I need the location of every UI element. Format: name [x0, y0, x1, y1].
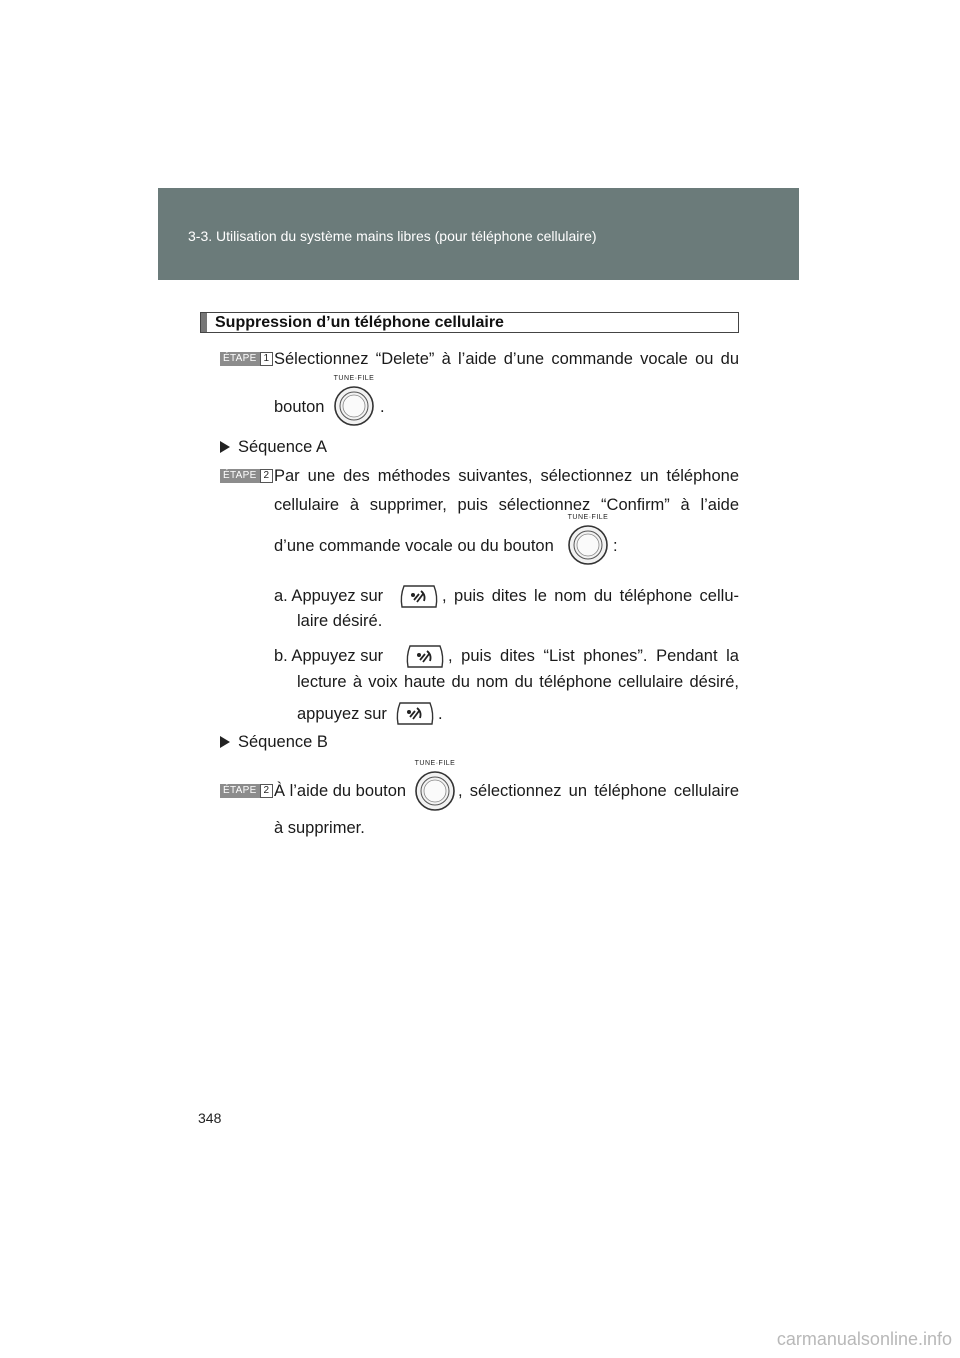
section-title: Suppression d’un téléphone cellulaire — [215, 314, 504, 331]
option-b-post: , puis dites “List phones”. Pendant la — [448, 647, 739, 665]
step1-line2-pre: bouton — [274, 398, 325, 416]
step2a-line3-pre: d’une commande vocale ou du bouton — [274, 537, 554, 555]
talk-switch-icon — [404, 643, 446, 669]
option-a-post: , puis dites le nom du téléphone cellu- — [442, 587, 739, 605]
step-badge-label: ÉTAPE — [220, 784, 260, 798]
step2a-line2: cellulaire à supprimer, puis sélectionnez “Confirm” à l’aide — [274, 496, 739, 514]
option-a-pre: a. Appuyez sur — [274, 587, 384, 605]
knob-caption: TUNE·FILE — [414, 760, 456, 767]
step2b-post: , sélectionnez un téléphone cellulaire — [458, 782, 739, 800]
step1-badge — [220, 352, 273, 366]
knob-caption: TUNE·FILE — [567, 514, 609, 521]
talk-switch-icon — [398, 583, 440, 609]
triangle-bullet-icon — [220, 736, 230, 748]
sequence-b — [220, 731, 328, 753]
tune-file-knob-icon — [329, 375, 379, 425]
option-b-last-post: . — [438, 705, 443, 723]
step-badge-number: 2 — [260, 784, 274, 798]
chapter-title: 3-3. Utilisation du système mains libres (pour téléphone cellulaire) — [188, 228, 597, 244]
step-badge-label: ÉTAPE — [220, 469, 260, 483]
talk-switch-icon — [394, 700, 436, 726]
step2b-pre: À l’aide du bouton — [274, 782, 407, 800]
step1-line1: Sélectionnez “Delete” à l’aide d’une commande vocale ou du — [274, 350, 739, 368]
sequence-a — [220, 436, 327, 458]
step-badge-label: ÉTAPE — [220, 352, 260, 366]
section-title-box — [200, 312, 739, 333]
tune-file-knob-icon — [410, 760, 460, 810]
step2b-badge — [220, 784, 273, 798]
step1-line2-post: . — [380, 398, 385, 416]
section-title-bar — [201, 313, 207, 332]
sequence-a-label: Séquence A — [238, 438, 327, 456]
step2a-badge — [220, 469, 273, 483]
sequence-b-label: Séquence B — [238, 733, 328, 751]
tune-file-knob-icon — [563, 514, 613, 564]
triangle-bullet-icon — [220, 441, 230, 453]
option-b-cont: lecture à voix haute du nom du téléphone cellulaire désiré, — [297, 673, 739, 691]
page-number: 348 — [198, 1110, 222, 1126]
watermark: carmanualsonline.info — [776, 1329, 952, 1349]
option-a-cont: laire désiré. — [297, 612, 383, 630]
step2a-line1: Par une des méthodes suivantes, sélectionnez un téléphone — [274, 467, 739, 485]
option-b-last-pre: appuyez sur — [297, 705, 387, 723]
step2b-cont: à supprimer. — [274, 819, 365, 837]
option-b-pre: b. Appuyez sur — [274, 647, 384, 665]
step2a-line3-post: : — [613, 537, 618, 555]
chapter-header — [158, 188, 799, 280]
step-badge-number: 2 — [260, 469, 274, 483]
step-badge-number: 1 — [260, 352, 274, 366]
knob-caption: TUNE·FILE — [333, 375, 375, 382]
